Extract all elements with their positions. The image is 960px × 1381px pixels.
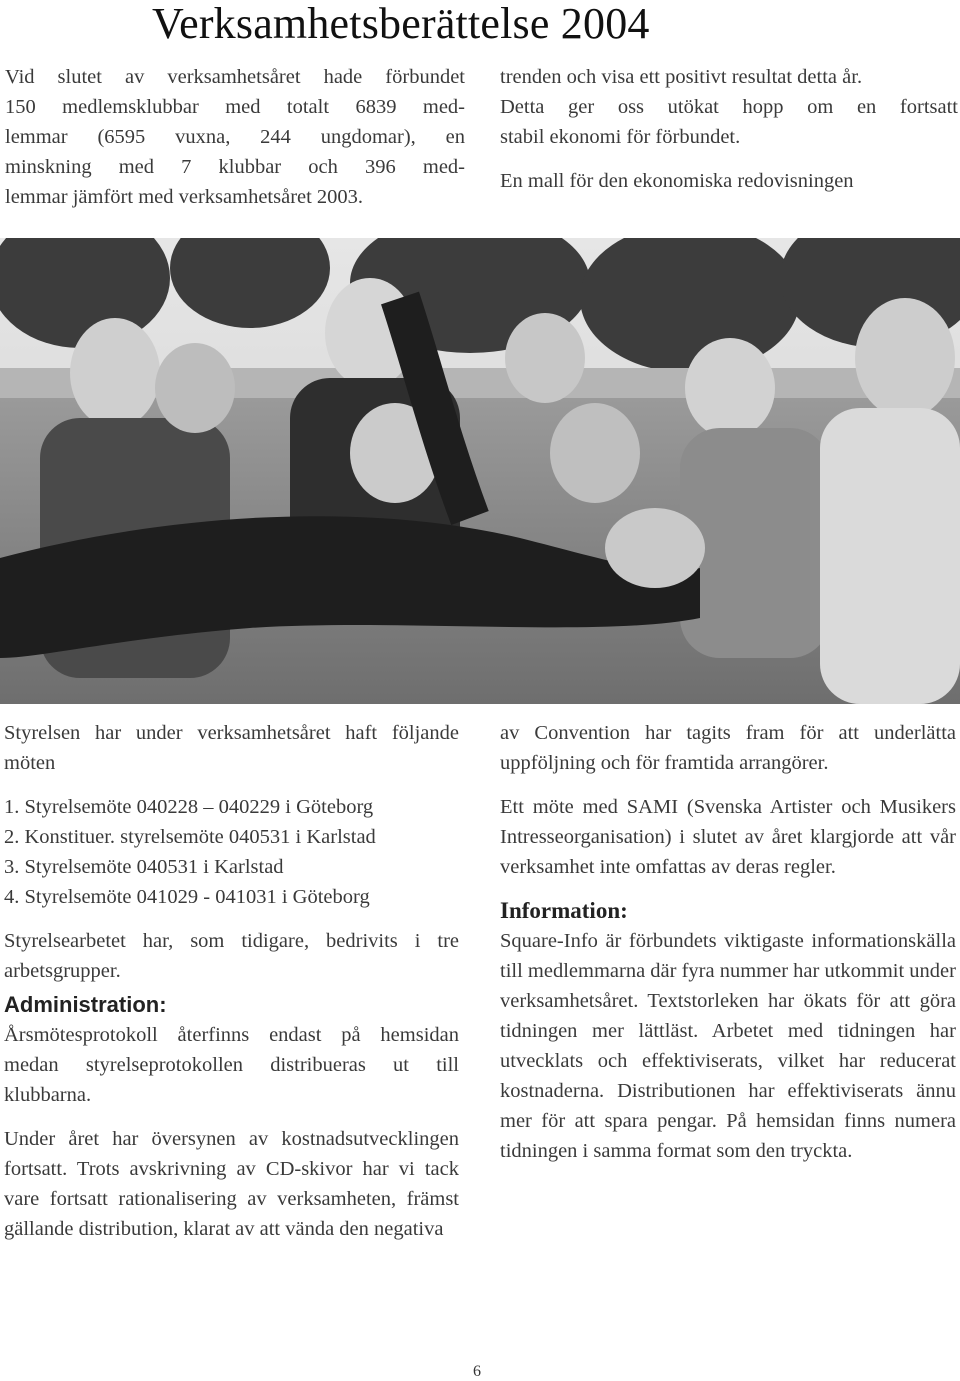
intro-left-text [5, 62, 465, 212]
page-number: 6 [473, 1363, 481, 1380]
administration-text: Årsmötesprotokoll återfinns endast på hemsidan medan styrelseprotokollen distribueras ut till klubbarna. [4, 1024, 459, 1106]
intro-left-line: minskning med 7 klubbar och 396 med- [5, 156, 465, 178]
meeting-item: 1. Styrelsemöte 040228 – 040229 i Göteborg [4, 796, 374, 818]
intro-right-line: En mall för den ekonomiska redovisningen [500, 170, 854, 192]
intro-right-text [500, 62, 958, 196]
working-groups-text: Styrelsearbetet har, som tidigare, bedrivits i tre arbetsgrupper. [4, 930, 459, 982]
left-column [4, 718, 459, 1244]
meeting-item: 2. Konstituer. styrelsemöte 040531 i Karlstad [4, 826, 376, 848]
group-photo [0, 238, 960, 704]
intro-left-line: 150 medlemsklubbar med totalt 6839 med- [5, 96, 465, 118]
intro-left-line: lemmar jämfört med verksamhetsåret 2003. [5, 186, 364, 208]
page-title: Verksamhetsberättelse 2004 [152, 0, 650, 48]
meeting-item: 4. Styrelsemöte 041029 - 041031 i Göteborg [4, 886, 370, 908]
meetings-intro: Styrelsen har under verksamhetsåret haft följande möten [4, 722, 459, 774]
intro-right-line: trenden och visa ett positivt resultat detta år. [500, 66, 863, 88]
intro-left-line: Vid slutet av verksamhetsåret hade förbundet [5, 66, 465, 88]
intro-right-line: Detta ger oss utökat hopp om en fortsatt [500, 96, 958, 118]
meeting-item: 3. Styrelsemöte 040531 i Karlstad [4, 856, 284, 878]
convention-text: av Convention har tagits fram för att underlätta uppföljning och för framtida arrangörer. [500, 722, 956, 774]
intro-left-line: lemmar (6595 vuxna, 244 ungdomar), en [5, 126, 465, 148]
cost-development-text: Under året har översynen av kostnadsutvecklingen fortsatt. Trots avskrivning av CD-skivor har vi tack vare fortsatt rationalisering av verksamheten, främst gällande distribution, klarat av att vända den negativa [4, 1128, 459, 1240]
information-heading: Information: [500, 898, 628, 923]
information-text: Square-Info är förbundets viktigaste informationskälla till medlemmarna där fyra nummer har utkommit under verksamhetsåret. Textstorleken har ökats för att göra tidningen mer lättläst. Arbetet med tidningen har utvecklats och effektiviserats, vilket har reducerat kostnaderna. Distributionen har effektiviserats ännu mer för att spara pengar. På hemsidan finns numera tidningen i samma format som den tryckta. [500, 930, 956, 1162]
intro-right-line: stabil ekonomi för förbundet. [500, 126, 741, 148]
sami-text: Ett möte med SAMI (Svenska Artister och Musikers Intresseorganisation) i slutet av året klargjorde att vår verksamhet inte omfattas av deras regler. [500, 796, 956, 878]
administration-heading: Administration: [4, 992, 167, 1017]
right-column [500, 718, 956, 1166]
